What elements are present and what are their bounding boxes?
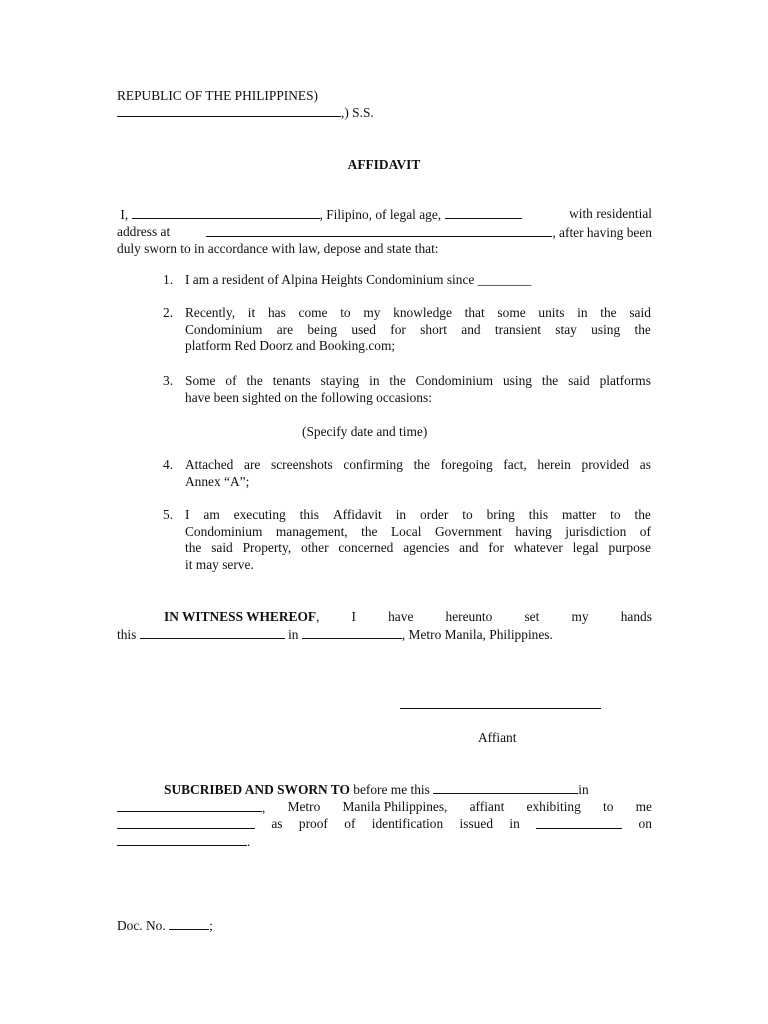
word: foregoing <box>440 457 493 472</box>
doc-no: Doc. No. ; <box>117 918 213 933</box>
word: the <box>634 321 651 337</box>
word: other <box>301 540 329 556</box>
word: stay <box>555 321 577 337</box>
issued-date-blank <box>117 833 247 846</box>
word: to <box>610 507 621 522</box>
word: using <box>502 373 532 388</box>
doc-no-blank <box>169 917 209 930</box>
word: Local <box>390 523 422 539</box>
word: knowledge <box>393 305 452 320</box>
word: purpose <box>608 540 651 556</box>
word: the <box>246 373 263 388</box>
word: Government <box>434 523 502 539</box>
word: in <box>369 373 380 388</box>
word: of <box>639 523 651 539</box>
word: said <box>211 540 233 556</box>
affiant-label: Affiant <box>478 730 517 745</box>
word: Property, <box>242 540 292 556</box>
word: said <box>568 373 590 388</box>
witness-heading: IN WITNESS WHEREOF <box>164 609 317 624</box>
word: said <box>629 305 651 320</box>
word: and <box>459 540 479 556</box>
word: being <box>307 321 338 337</box>
word: to <box>340 305 351 320</box>
word: the <box>541 373 559 388</box>
word: screenshots <box>271 457 333 472</box>
word: tenants <box>272 373 311 388</box>
word: the <box>413 457 430 472</box>
word: in <box>395 507 407 522</box>
word: jurisdiction <box>565 523 627 539</box>
word: for <box>390 321 406 337</box>
word: in <box>577 305 588 320</box>
word: Condominium <box>415 373 494 388</box>
item-4-number: 4. <box>163 457 174 472</box>
word: having <box>515 523 552 539</box>
word: Recently, <box>185 305 236 320</box>
word: units <box>538 305 565 320</box>
word: for <box>488 540 504 556</box>
word: fact, <box>503 457 527 472</box>
word: the <box>389 373 406 388</box>
word: legal <box>572 540 599 556</box>
word: this <box>299 507 320 522</box>
word: used <box>351 321 376 337</box>
word: to <box>462 507 473 522</box>
affiant-signature-line <box>400 697 601 709</box>
word: short <box>420 321 447 337</box>
word: bring <box>486 507 515 522</box>
item-3-number: 3. <box>163 373 174 388</box>
word: of <box>225 373 237 388</box>
venue-ss: ,) S.S. <box>341 105 374 120</box>
issued-place-blank <box>536 816 622 829</box>
word: are <box>244 457 261 472</box>
word: Condominium <box>185 523 263 539</box>
item-5: I am executing this Affidavit in order to bring this matter to the Condominium management, the Local Government having jurisdiction of the said Property, other concerned agencies and for whatever legal purpose it may serve. <box>185 507 651 572</box>
item-1-number: 1. <box>163 272 174 287</box>
venue-city-line <box>117 104 374 121</box>
status-blank <box>445 206 522 219</box>
place-blank <box>302 626 402 639</box>
word: and <box>461 321 481 337</box>
witness-paragraph: IN WITNESS WHEREOF, I have hereunto set my hands this in , Metro Manila, Philippines. <box>117 609 652 642</box>
intro-after: , after having been <box>552 224 652 240</box>
word: am <box>203 507 220 522</box>
word: Attached <box>185 457 234 472</box>
word: the <box>361 523 378 539</box>
item-1: I am a resident of Alpina Heights Condominium since ________ <box>185 272 532 287</box>
word: that <box>464 305 485 320</box>
word: provided <box>581 457 630 472</box>
word: using <box>591 321 621 337</box>
specify-note: (Specify date and time) <box>302 424 428 439</box>
item-3: Some of the tenants staying in the Condominium using the said platforms have been sighted on the following occasions: <box>185 373 651 405</box>
word: some <box>497 305 526 320</box>
word: Condominium <box>185 321 263 337</box>
word: order <box>420 507 449 522</box>
intro-filipino: , Filipino, of legal age, <box>319 207 442 222</box>
word: the <box>634 507 651 522</box>
name-blank <box>132 206 320 219</box>
word: my <box>363 305 381 320</box>
word: Affidavit <box>332 507 382 522</box>
id-blank <box>117 816 255 829</box>
word: are <box>276 321 294 337</box>
word: Some <box>185 373 216 388</box>
item-2-number: 2. <box>163 305 174 320</box>
jurat-heading: SUBCRIBED AND SWORN TO <box>164 782 350 797</box>
intro-sworn: duly sworn to in accordance with law, depose and state that: <box>117 241 439 257</box>
item-4: Attached are screenshots confirming the foregoing fact, herein provided as Annex “A”; <box>185 457 651 489</box>
address-blank <box>206 224 552 237</box>
word: the <box>600 305 617 320</box>
jurat-date-blank <box>433 781 578 794</box>
word: I <box>185 507 190 522</box>
document-title: AFFIDAVIT <box>347 157 421 172</box>
intro-i: I, <box>120 207 129 222</box>
intro-residential: with residential <box>569 206 652 221</box>
word: it <box>247 305 256 320</box>
item-2: Recently, it has come to my knowledge that some units in the said Condominium are being used for short and transient stay using the platform Red Doorz and Booking.com; <box>185 305 651 354</box>
item-5-number: 5. <box>163 507 174 522</box>
jurat-paragraph: SUBCRIBED AND SWORN TO before me this in , Metro Manila Philippines, affiant exhibiting to me as proof of identification issued in on . <box>117 781 652 850</box>
word: confirming <box>343 457 403 472</box>
jurat-place-blank <box>117 799 262 812</box>
word: whatever <box>513 540 563 556</box>
intro-paragraph <box>117 206 652 258</box>
word: agencies <box>403 540 450 556</box>
venue-republic: REPUBLIC OF THE PHILIPPINES) <box>117 88 319 103</box>
word: herein <box>537 457 571 472</box>
word: management, <box>275 523 348 539</box>
date-blank <box>140 626 285 639</box>
word: as <box>639 457 651 472</box>
word: executing <box>233 507 286 522</box>
word: has <box>267 305 286 320</box>
word: this <box>528 507 549 522</box>
word: staying <box>320 373 360 388</box>
word: transient <box>494 321 541 337</box>
word: concerned <box>338 540 394 556</box>
word: matter <box>562 507 597 522</box>
intro-address-label: address at <box>117 223 171 239</box>
word: come <box>298 305 328 320</box>
venue-blank <box>117 104 341 117</box>
word: platforms <box>599 373 651 388</box>
word: the <box>185 540 202 556</box>
